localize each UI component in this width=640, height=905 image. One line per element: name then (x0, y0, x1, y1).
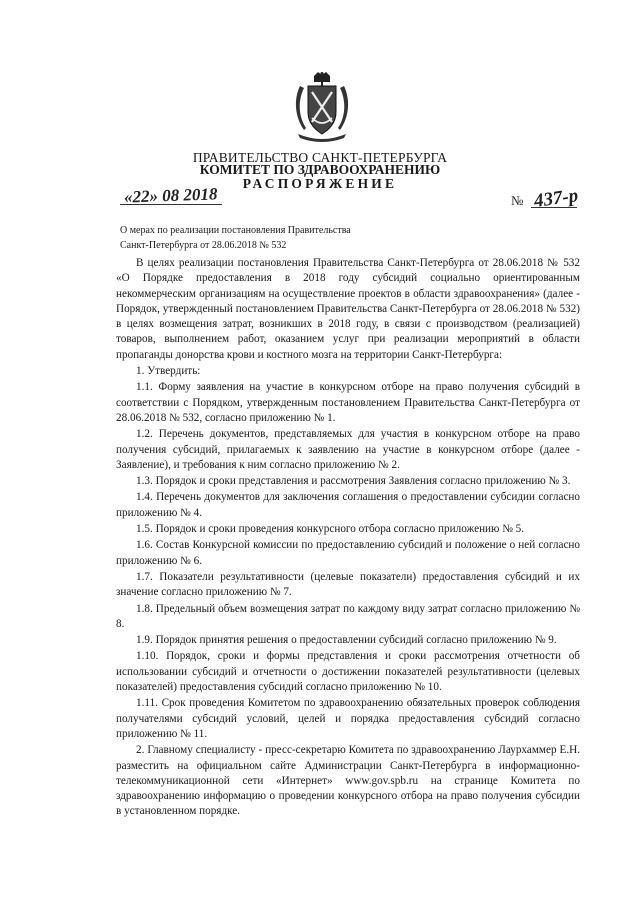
clause-paragraph: 1.9. Порядок принятия решения о предоставлении субсидий согласно приложению № 9. (136, 634, 557, 647)
document-subject (120, 223, 351, 253)
date-underline (120, 204, 222, 205)
clause-paragraph: 1.4. Перечень документов для заключения соглашения о предоставлении субсидии согласно приложению № 4. (116, 491, 580, 519)
st-petersburg-coat-of-arms-icon (290, 72, 354, 142)
subject-line: Санкт-Петербурга от 28.06.2018 № 532 (120, 240, 287, 251)
clause-paragraph: 1.8. Предельный объем возмещения затрат по каждому виду затрат согласно приложению № 8. (116, 602, 580, 630)
clause-paragraph: 1.5. Порядок и сроки проведения конкурсного отбора согласно приложению № 5. (136, 523, 525, 536)
clause-paragraph: 1.1. Форму заявления на участие в конкурсном отборе на право получения субсидий в соответствии с Порядком, утвержденным постановлением Правительства Санкт-Петербурга от 28.06.2018 № 532, согласно приложению № 1. (116, 381, 580, 424)
document-date: «22» 08 2018 (123, 184, 218, 207)
clause-paragraph: 1.3. Порядок и сроки представления и рассмотрения Заявления согласно приложению № 3. (136, 475, 571, 488)
document-body (116, 256, 580, 820)
clause-paragraph: 1.10. Порядок, сроки и формы представления и сроки рассмотрения отчетности об использовании субсидий и отчетности о достижении показателей результативности (целевых показателей) предоставления субсидий согласно приложению № 10. (116, 650, 580, 694)
government-title: ПРАВИТЕЛЬСТВО САНКТ-ПЕТЕРБУРГА (192, 150, 448, 165)
committee-title: КОМИТЕТ ПО ЗДРАВООХРАНЕНИЮ (199, 162, 441, 177)
clause-paragraph: 1. Утвердить: (136, 365, 201, 378)
clause-paragraph: 1.7. Показатели результативности (целевые показатели) предоставления субсидий и их значение согласно приложению № 7. (116, 570, 580, 599)
clause-paragraph: 1.2. Перечень документов, представляемых для участия в конкурсном отборе на право получения субсидий, прилагаемых к заявлению на участие в конкурсном отборе (далее - Заявление), и требования к ним согласно приложению № 2. (116, 428, 580, 471)
number-underline (531, 207, 577, 208)
clause-paragraph: 1.11. Срок проведения Комитетом по здравоохранению обязательных проверок соблюдения получателями субсидий условий, целей и порядка предоставления субсидий согласно приложению № 11. (116, 697, 580, 740)
preamble-paragraph: В целях реализации постановления Правительства Санкт-Петербурга от 28.06.2018 № 532 «О Порядке предоставления в 2018 году субсидий социально ориентированным некоммерческим организациям на осуществление проектов в области здравоохранения» (далее - Порядок, утвержденный постановлением Правительства Санкт-Петербурга от 28.06.2018 № 532) в целях возмещения затрат, возникших в 2018 году, в связи с производством (реализацией) товаров, выполнением работ, оказанием услуг при реализации мероприятий в области пропаганды донорства крови и костного мозга на территории Санкт-Петербурга: (116, 257, 580, 361)
document-type-title: РАСПОРЯЖЕНИЕ (242, 176, 398, 191)
clause-paragraph: 2. Главному специалисту - пресс-секретарю Комитета по здравоохранению Лаурхаммер Е.Н. разместить на официальном сайте Администрации Санкт-Петербурга в информационно-телекоммуникационной сети «Интернет» www.gov.spb.ru на странице Комитета по здравоохранению информацию о проведении конкурсного отбора на право получения субсидии в установленном порядке. (116, 744, 580, 818)
document-number-label: № (511, 193, 524, 208)
document-number: 437-р (532, 185, 580, 212)
clause-paragraph: 1.6. Состав Конкурсной комиссии по предоставлению субсидий и положение о ней согласно приложению № 6. (116, 539, 580, 567)
subject-line: О мерах по реализации постановления Правительства (120, 225, 351, 236)
